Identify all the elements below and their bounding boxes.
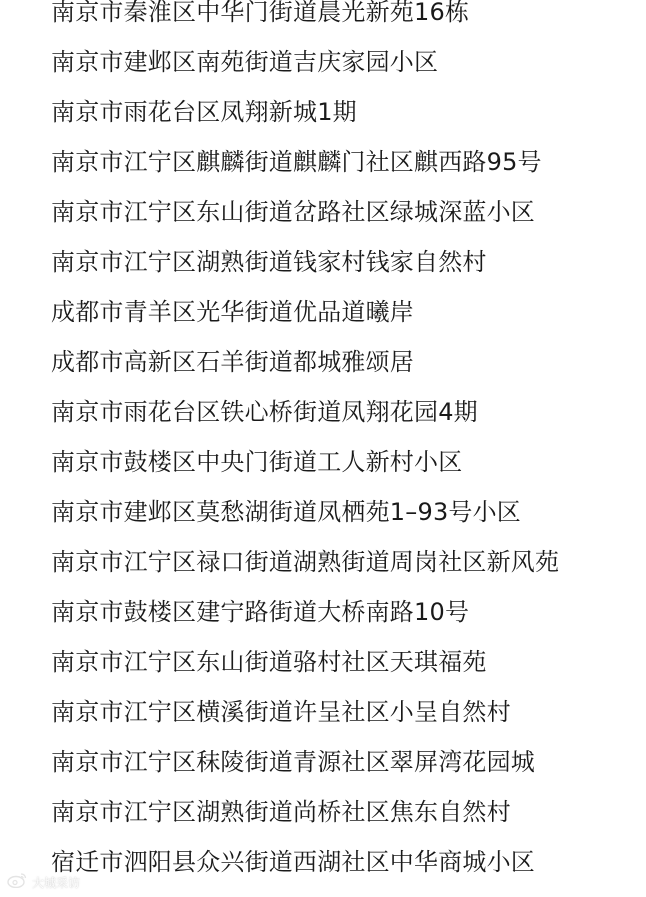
list-item: 南京市雨花台区铁心桥街道凤翔花园4期 (51, 398, 478, 426)
list-item: 南京市江宁区横溪街道许呈社区小呈自然村 (51, 698, 511, 726)
address-list (51, 0, 559, 887)
list-item: 南京市江宁区东山街道岔路社区绿城深蓝小区 (51, 198, 535, 226)
list-item: 南京市建邺区南苑街道吉庆家园小区 (51, 48, 439, 76)
list-item: 南京市鼓楼区中央门街道工人新村小区 (51, 448, 463, 476)
list-item: 南京市江宁区东山街道骆村社区天琪福苑 (51, 648, 487, 676)
watermark-text: 大城采访 (32, 875, 81, 890)
list-item: 成都市青羊区光华街道优品道曦岸 (51, 298, 414, 326)
list-item: 南京市建邺区莫愁湖街道凤栖苑1–93号小区 (51, 498, 522, 526)
list-item: 南京市江宁区禄口街道湖熟街道周岗社区新风苑 (51, 548, 560, 576)
weibo-logo-icon (6, 872, 28, 892)
list-item: 南京市江宁区麒麟街道麒麟门社区麒西路95号 (51, 148, 542, 176)
list-item: 南京市鼓楼区建宁路街道大桥南路10号 (51, 598, 470, 626)
list-item: 南京市江宁区湖熟街道尚桥社区焦东自然村 (51, 798, 511, 826)
list-item: 南京市江宁区湖熟街道钱家村钱家自然村 (51, 248, 487, 276)
watermark (6, 872, 80, 892)
list-item: 南京市秦淮区中华门街道晨光新苑16栋 (51, 0, 470, 26)
list-item: 宿迁市泗阳县众兴街道西湖社区中华商城小区 (51, 848, 535, 876)
list-item: 成都市高新区石羊街道都城雅颂居 (51, 348, 414, 376)
list-item: 南京市雨花台区凤翔新城1期 (51, 98, 357, 126)
list-item: 南京市江宁区秣陵街道青源社区翠屏湾花园城 (51, 748, 535, 776)
